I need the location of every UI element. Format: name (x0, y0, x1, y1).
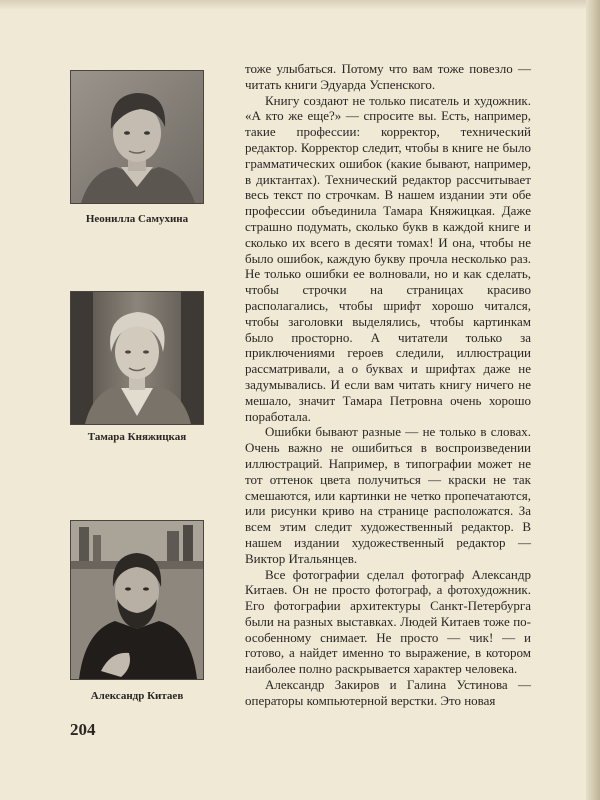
paragraph-art-editor: Ошибки бывают разные — не только в словах. Очень важно не ошибиться в воспроизведении иллюстраций. Например, в типографии может не тот оттенок цвета получиться — краски не так смешаются, или картинки не четко пропечатаются, или рисунки криво на странице расположатся. За всем этим следит художественный редактор. В нашем издании художественный редактор — Виктор Итальянцев. (245, 424, 531, 566)
page-edge-top (0, 0, 600, 10)
caption-samukhina: Неонилла Самухина (85, 213, 189, 225)
page-number: 204 (70, 720, 96, 739)
paragraph-layout-operators: Александр Закиров и Галина Устинова — операторы компьютерной верстки. Это новая (245, 677, 531, 708)
portrait-photo-knyazhitskaya (70, 291, 204, 425)
portrait-photo-kitaev (70, 520, 204, 680)
page-edge-right (586, 0, 600, 800)
paragraph-continuation: тоже улыбаться. Потому что вам тоже повезло — читать книги Эдуарда Успенского. (245, 61, 531, 92)
paragraph-photographer: Все фотографии сделал фотограф Александр Китаев. Он не просто фотограф, а фотохудожник. Его фотографии архитектуры Санкт-Петербурга были на разных выставках. Людей Китаев тоже по-особенному снимает. Не просто — чик! — и готово, а найдет именно то выражение, в котором наиболее полно раскрывается характер человека. (245, 566, 531, 677)
body-text-column (245, 61, 531, 709)
portrait-photo-samukhina (70, 70, 204, 204)
paragraph-proofreader: Книгу создают не только писатель и художник. «А кто же еще?» — спросите вы. Есть, например, такие профессии: корректор, технический редактор. Корректор следит, чтобы в книге не было грамматических ошибок (какие бывают, например, в диктантах). Технический редактор рассчитывает весь текст по строчкам. В нашем издании эти обе профессии объединила Тамара Княжицкая. Даже страшно подумать, сколько букв в каждой книге и сколько их всего в десяти томах! И она, чтобы не было ошибок, каждую букву прочла несколько раз. Не только ошибки ее волновали, но и как сделать, чтобы строчки на страницах красиво располагались, чтобы шрифт хорошо читался, чтобы заголовки выделялись, чтобы картинкам было просторно. А читатели только за приключениями героев следили, иллюстрации рассматривали, а о буквах и шрифтах даже не задумывались. И если вам читать книгу ничего не мешало, значит Тамара Петровна очень хорошо поработала. (245, 92, 531, 424)
caption-knyazhitskaya: Тамара Княжицкая (87, 431, 187, 443)
caption-kitaev: Александр Китаев (90, 690, 184, 702)
